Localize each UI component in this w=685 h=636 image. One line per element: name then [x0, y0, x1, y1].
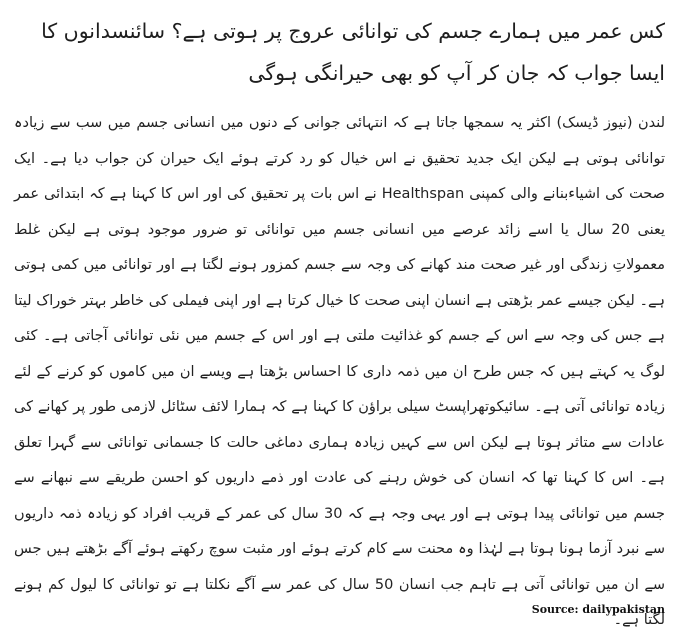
- source-credit: Source: dailypakistan: [531, 603, 665, 616]
- article-body: [14, 106, 665, 636]
- article-headline: کس عمر میں ہمارے جسم کی توانائی عروج پر ہوتی ہے؟ سائنسدانوں کا ایسا جواب کہ جان کر آپ کو بھی حیرانگی ہوگی: [41, 19, 665, 85]
- article-paragraph: لندن (نیوز ڈیسک) اکثر یہ سمجھا جاتا ہے کہ انتہائی جوانی کے دنوں میں انسانی جسم میں سب سے زیادہ توانائی ہوتی ہے لیکن ایک جدید تحقیق نے اس خیال کو رد کرتے ہوئے ایک حیران کن جواب دیا ہے۔ ایک صحت کی اشیاءبنانے والی کمپنی Healthspan نے اس بات پر تحقیق کی اور اس کا کہنا ہے کہ ابتدائی عمر یعنی 20 سال یا اسے زائد عرصے میں انسانی جسم میں توانائی تو ضرور موجود ہوتی ہے لیکن غلط معمولاتِ زندگی اور غیر صحت مند کھانے کی وجہ سے جسم کمزور ہونے لگتا ہے اور توانائی میں کمی ہوتی ہے۔ لیکن جیسے عمر بڑھتی ہے انسان اپنی صحت کا خیال کرتا ہے اور اپنی فیملی کی خاطر بہتر خوراک لیتا ہے جس کی وجہ سے اس کے جسم کو غذائیت ملتی ہے اور اس کے جسم میں نئی توانائی آجاتی ہے۔ کئی لوگ یہ کہتے ہیں کہ جس طرح ان میں ذمہ داری کا احساس بڑھتا ہے ویسے ان میں کاموں کو کرنے کے لئے زیادہ توانائی آتی ہے۔ سائیکوتھراپسٹ سیلی براﺅن کا کہنا ہے کہ ہمارا لائف سٹائل لازمی طور پر کھانے کی عادات سے متاثر ہوتا ہے لیکن اس سے کہیں زیادہ ہماری دماغی حالت کا جسمانی توانائی سے گہرا تعلق ہے۔ اس کا کہنا تھا کہ انسان کی خوش رہنے کی عادت اور ذمے داریوں کو احسن طریقے سے نبھانے سے جسم میں توانائی پیدا ہوتی ہے اور یہی وجہ ہے کہ 30 سال کی عمر کے قریب افراد کو زیادہ ذمہ داریوں سے نبرد آزما ہونا ہوتا ہے لہٰذا وہ محنت سے کام کرتے ہوئے اور مثبت سوچ رکھتے ہوئے آگے بڑھتے ہیں جس سے ان میں توانائی آتی ہے تاہم جب انسان 50 سال کی عمر سے آگے نکلتا ہے تو توانائی کا لیول کم ہونے لگتا ہے۔: [14, 115, 665, 628]
